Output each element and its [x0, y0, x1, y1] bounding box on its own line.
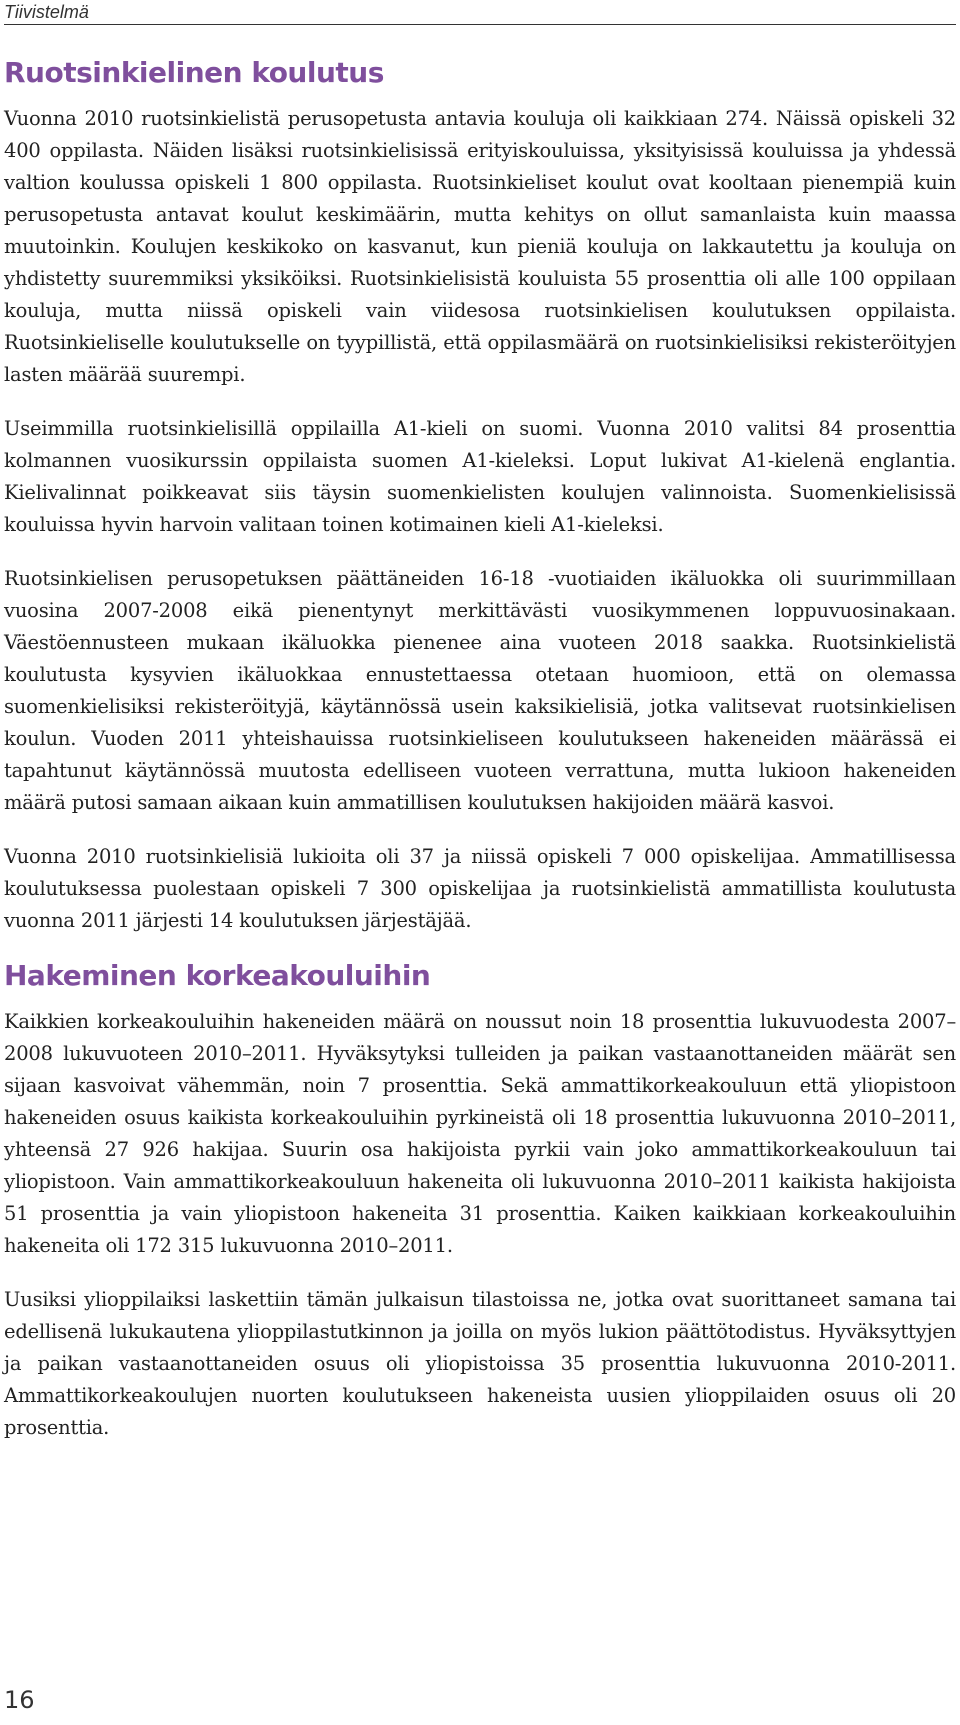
paragraph: Useimmilla ruotsinkielisillä oppilailla A1-kieli on suomi. Vuonna 2010 valitsi 84 prosenttia kolmannen vuosikurssin oppilaista suomen A1-kieleksi. Loput lukivat A1-kielenä englantia. Kielivalinnat poikkeavat siis täysin suomenkielisten koulujen valinnoista. Suomenkielisissä kouluissa hyvin harvoin valitaan toinen kotimainen kieli A1-kieleksi.	[4, 417, 956, 536]
paragraph: Ruotsinkielisen perusopetuksen päättäneiden 16-18 -vuotiaiden ikäluokka oli suurimmillaan vuosina 2007-2008 eikä pienentynyt merkittävästi vuosikymmenen loppuvuosinakaan. Väestöennusteen mukaan ikäluokka pienenee aina vuoteen 2018 saakka. Ruotsinkielistä koulutusta kysyvien ikäluokkaa ennustettaessa otetaan huomioon, että on olemassa suomenkielisiksi rekisteröityjä, käytännössä usein kaksikielisiä, jotka valitsevat ruotsinkielisen koulun. Vuoden 2011 yhteishauissa ruotsinkieliseen koulutukseen hakeneiden määrässä ei tapahtunut käytännössä muutosta edelliseen vuoteen verrattuna, mutta lukioon hakeneiden määrä putosi samaan aikaan kuin ammatillisen koulutuksen hakijoiden määrä kasvoi.	[4, 567, 956, 814]
page-content	[4, 56, 956, 1466]
page-number: 16	[4, 1686, 35, 1714]
paragraph: Kaikkien korkeakouluihin hakeneiden määrä on noussut noin 18 prosenttia lukuvuodesta 2007–2008 lukuvuoteen 2010–2011. Hyväksytyksi tulleiden ja paikan vastaanottaneiden määrät sen sijaan kasvoivat vähemmän, noin 7 prosenttia. Sekä ammattikorkeakouluun että yliopistoon hakeneiden osuus kaikista korkeakouluihin pyrkineistä oli 18 prosenttia lukuvuonna 2010–2011, yhteensä 27 926 hakijaa. Suurin osa hakijoista pyrkii vain joko ammattikorkeakouluun tai yliopistoon. Vain ammattikorkeakouluun hakeneita oli lukuvuonna 2010–2011 kaikista hakijoista 51 prosenttia ja vain yliopistoon hakeneita 31 prosenttia. Kaiken kaikkiaan korkeakouluihin hakeneita oli 172 315 lukuvuonna 2010–2011.	[4, 1010, 956, 1257]
section-heading-applying-higher-education: Hakeminen korkeakouluihin	[4, 959, 431, 992]
running-header	[4, 0, 956, 25]
paragraph: Vuonna 2010 ruotsinkielisiä lukioita oli 37 ja niissä opiskeli 7 000 opiskelijaa. Ammatillisessa koulutuksessa puolestaan opiskeli 7 300 opiskelijaa ja ruotsinkielistä ammatillista koulutusta vuonna 2011 järjesti 14 koulutuksen järjestäjää.	[4, 845, 956, 932]
section-heading-swedish-education: Ruotsinkielinen koulutus	[4, 56, 384, 89]
paragraph: Uusiksi ylioppilaiksi laskettiin tämän julkaisun tilastoissa ne, jotka ovat suorittaneet samana tai edellisenä lukukautena ylioppilastutkinnon ja joilla on myös lukion päättötodistus. Hyväksyttyjen ja paikan vastaanottaneiden osuus oli yliopistoissa 35 prosenttia lukuvuonna 2010-2011. Ammattikorkeakoulujen nuorten koulutukseen hakeneista uusien ylioppilaiden osuus oli 20 prosenttia.	[4, 1288, 956, 1439]
running-header-title: Tiivistelmä	[4, 2, 89, 22]
paragraph: Vuonna 2010 ruotsinkielistä perusopetusta antavia kouluja oli kaikkiaan 274. Näissä opiskeli 32 400 oppilasta. Näiden lisäksi ruotsinkielisissä erityiskouluissa, yksityisissä kouluissa ja yhdessä valtion koulussa opiskeli 1 800 oppilasta. Ruotsinkieliset koulut ovat kooltaan pienempiä kuin perusopetusta antavat koulut keskimäärin, mutta kehitys on ollut samanlaista kuin maassa muutoinkin. Koulujen keskikoko on kasvanut, kun pieniä kouluja on lakkautettu ja kouluja on yhdistetty suuremmiksi yksiköiksi. Ruotsinkielisistä kouluista 55 prosenttia oli alle 100 oppilaan kouluja, mutta niissä opiskeli vain viidesosa ruotsinkielisen koulutuksen oppilaista. Ruotsinkieliselle koulutukselle on tyypillistä, että oppilasmäärä on ruotsinkielisiksi rekisteröityjen lasten määrää suurempi.	[4, 107, 956, 386]
